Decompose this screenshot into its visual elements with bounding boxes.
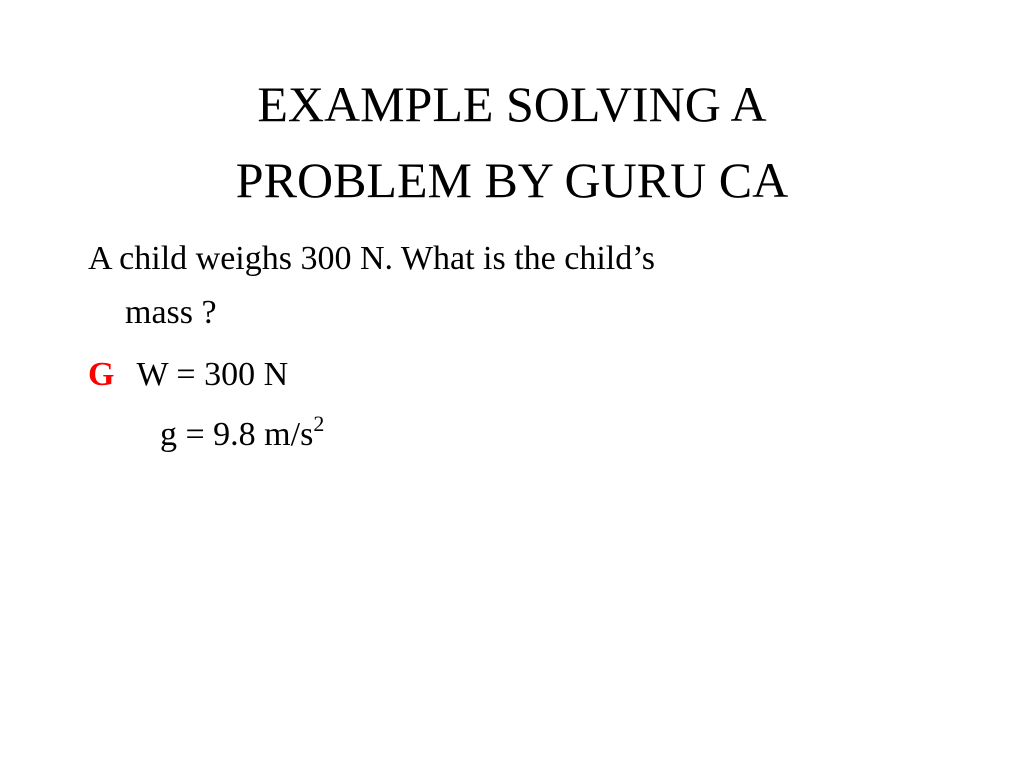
- given-gravity-row: [88, 410, 948, 460]
- given-weight-row: [88, 350, 948, 400]
- question-text: [88, 234, 948, 338]
- given-gravity: g = 9.8 m/s: [160, 416, 314, 453]
- given-weight: W = 300 N: [136, 356, 289, 393]
- slide-title: [0, 66, 1024, 218]
- title-line-1: EXAMPLE SOLVING A: [257, 76, 767, 132]
- slide-body: [88, 234, 948, 460]
- question-line-1: A child weighs 300 N. What is the child’s: [88, 240, 655, 277]
- gravity-exponent: 2: [313, 411, 325, 436]
- title-line-2: PROBLEM BY GURU CA: [235, 152, 789, 208]
- given-marker: G: [88, 356, 115, 393]
- question-line-2: mass ?: [125, 294, 217, 331]
